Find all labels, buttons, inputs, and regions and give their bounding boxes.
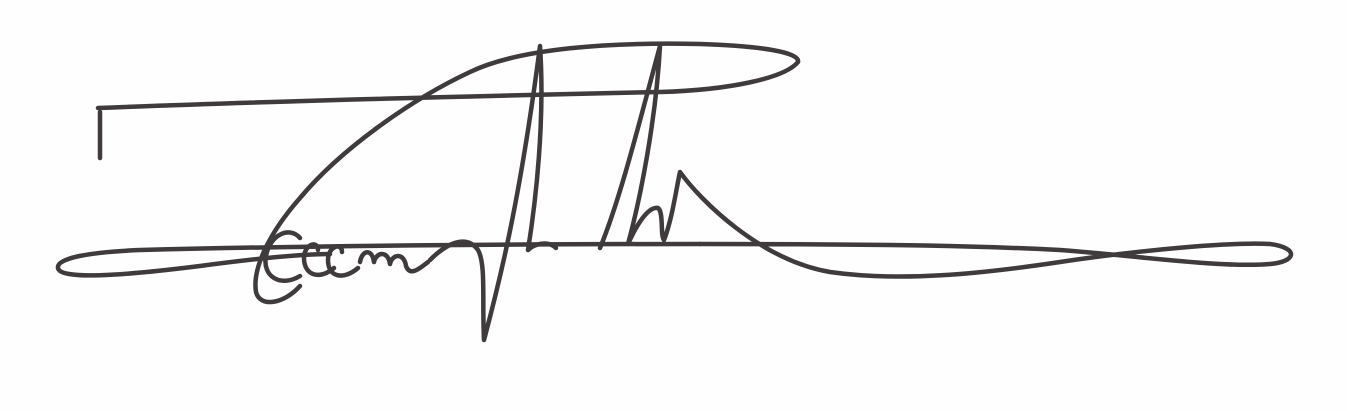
signature-tall-stroke-right bbox=[600, 46, 1291, 277]
signature-top-bar-stroke bbox=[98, 44, 798, 302]
signature-tall-stroke-left bbox=[430, 46, 556, 340]
signature-baseline-stroke bbox=[58, 244, 700, 275]
signature-ink bbox=[58, 44, 1291, 340]
